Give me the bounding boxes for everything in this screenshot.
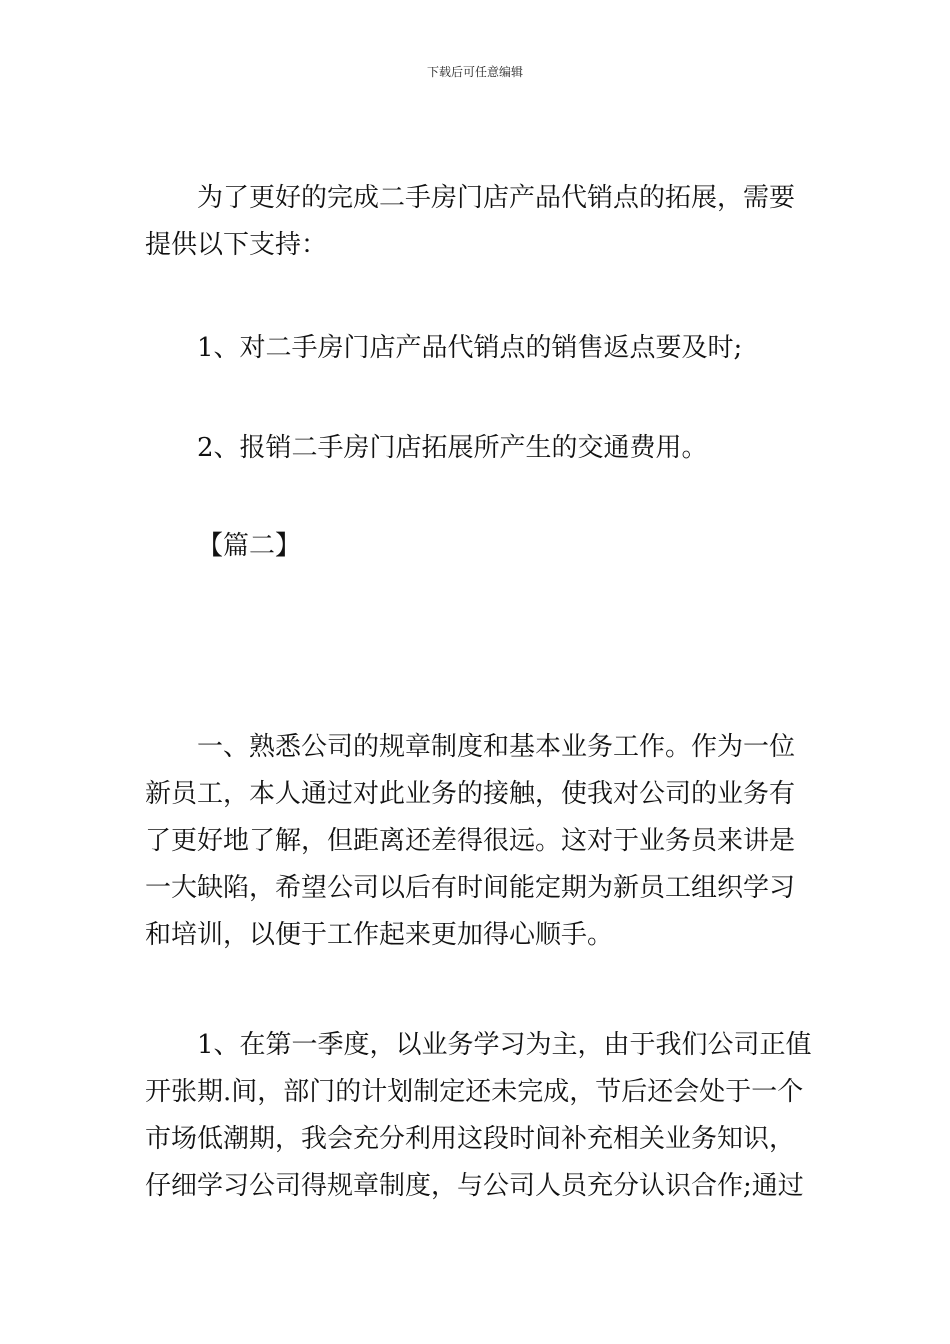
paragraph-item-1 xyxy=(145,325,807,372)
text-line: 提供以下支持： xyxy=(145,230,328,260)
text-line: 为了更好的完成二手房门店产品代销点的拓展，需要 xyxy=(197,183,796,213)
paragraph-support-intro xyxy=(145,175,807,269)
text-line: 1、在第一季度，以业务学习为主，由于我们公司正值 xyxy=(197,1030,812,1060)
page-header-note: 下载后可任意编辑 xyxy=(426,65,523,79)
text-line: 和培训，以便于工作起来更加得心顺手。 xyxy=(145,920,614,950)
paragraph-first-quarter xyxy=(145,1022,812,1210)
section-title xyxy=(145,523,807,570)
text-line: 开张期.间，部门的计划制定还未完成，节后还会处于一个 xyxy=(145,1077,804,1107)
text-line: 仔细学习公司得规章制度，与公司人员充分认识合作;通过 xyxy=(145,1171,804,1201)
text-line: 市场低潮期，我会充分利用这段时间补充相关业务知识， xyxy=(145,1124,796,1154)
paragraph-item-2 xyxy=(145,425,807,472)
text-line: 了更好地了解，但距离还差得很远。这对于业务员来讲是 xyxy=(145,826,796,856)
text-line: 新员工，本人通过对此业务的接触，使我对公司的业务有 xyxy=(145,779,796,809)
text-line: 1、对二手房门店产品代销点的销售返点要及时; xyxy=(197,333,743,363)
text-line: 一、熟悉公司的规章制度和基本业务工作。作为一位 xyxy=(197,732,796,762)
text-line: 2、报销二手房门店拓展所产生的交通费用。 xyxy=(197,433,708,463)
paragraph-familiarize xyxy=(145,724,807,959)
text-line: 一大缺陷，希望公司以后有时间能定期为新员工组织学习 xyxy=(145,873,796,903)
section-title-text: 【篇二】 xyxy=(197,531,302,561)
